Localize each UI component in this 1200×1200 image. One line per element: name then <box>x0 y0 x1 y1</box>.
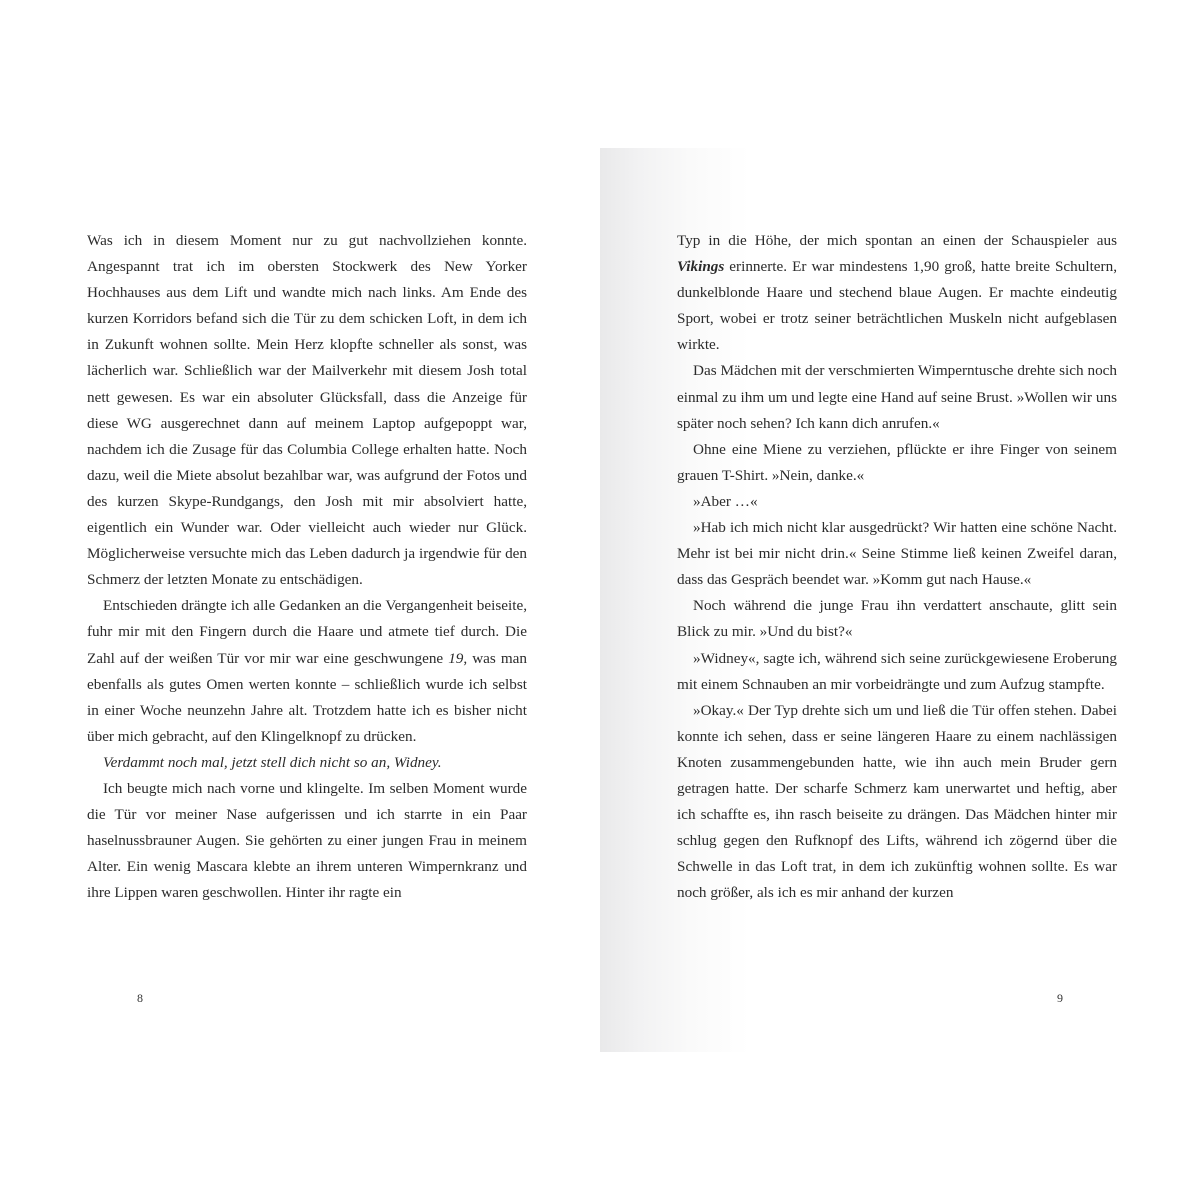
paragraph: »Aber …« <box>693 492 758 510</box>
paragraph-text: erinnerte. Er war mindestens 1,90 groß, hatte breite Schultern, dunkelblonde Haare und stechend blaue Augen. Er machte eindeutig Sport, wobei er trotz seiner beträchtlichen Muskeln nicht aufgeblasen wirkte. <box>677 258 1117 354</box>
paragraph: »Hab ich mich nicht klar ausgedrückt? Wir hatten eine schöne Nacht. Mehr ist bei mir nicht drin.« Seine Stimme ließ keinen Zweifel daran, dass das Gespräch beendet war. »Komm gut nach Hause.« <box>677 519 1117 589</box>
inner-thought: Verdammt noch mal, jetzt stell dich nicht so an, Widney. <box>103 753 442 771</box>
left-page <box>0 148 600 1052</box>
paragraph: Ohne eine Miene zu verziehen, pflückte er ihre Finger von seinem grauen T-Shirt. »Nein, danke.« <box>677 440 1117 484</box>
paragraph: Das Mädchen mit der verschmierten Wimperntusche drehte sich noch einmal zu ihm um und legte eine Hand auf seine Brust. »Wollen wir uns später noch sehen? Ich kann dich anrufen.« <box>677 362 1117 432</box>
paragraph-text: Typ in die Höhe, der mich spontan an einen der Schauspieler aus <box>677 232 1117 249</box>
left-page-text <box>87 228 527 906</box>
paragraph <box>87 593 527 750</box>
paragraph: Noch während die junge Frau ihn verdattert anschaute, glitt sein Blick zu mir. »Und du bist?« <box>677 597 1117 641</box>
paragraph: »Widney«, sagte ich, während sich seine zurückgewiesene Eroberung mit einem Schnauben an mir vorbeidrängte und zum Aufzug stampfte. <box>677 649 1117 693</box>
paragraph: »Okay.« Der Typ drehte sich um und ließ die Tür offen stehen. Dabei konnte ich sehen, dass er seine längeren Haare zu einem nachlässigen Knoten zusammengebunden hatte, wie ihn auch mein Bruder gern getragen hatte. Der scharfe Schmerz kam unerwartet und heftig, aber ich schaffte es, ihn rasch beiseite zu drängen. Das Mädchen hinter mir schlug gegen den Rufknopf des Lifts, während ich zögernd über die Schwelle in das Loft trat, in dem ich zukünftig wohnen sollte. Es war noch größer, als ich es mir anhand der kurzen <box>677 701 1117 902</box>
paragraph <box>677 228 1117 358</box>
right-page <box>600 148 1200 1052</box>
paragraph: Was ich in diesem Moment nur zu gut nachvollziehen konnte. Angespannt trat ich im obersten Stockwerk des New Yorker Hochhauses aus dem Lift und wandte mich nach links. Am Ende des kurzen Korridors befand sich die Tür zu dem schicken Loft, in dem ich in Zukunft wohnen sollte. Mein Herz klopfte schneller als sonst, was lächerlich war. Schließlich war der Mailverkehr mit diesem Josh total nett gewesen. Es war ein absoluter Glücksfall, dass die Anzeige für diese WG ausgerechnet dann auf meinem Laptop aufgepoppt war, nachdem ich die Zusage für das Columbia College erhalten hatte. Noch dazu, weil die Miete absolut bezahlbar war, was aufgrund der Fotos und des kurzen Skype-Rundgangs, den Josh mit mir absolviert hatte, eigentlich ein Wunder war. Oder vielleicht auch wieder nur Glück. Möglicherweise versuchte mich das Leben dadurch ja irgendwie für den Schmerz der letzten Monate zu entschädigen. <box>87 232 527 589</box>
page-number: 9 <box>1057 991 1063 1005</box>
show-title: Vikings <box>677 258 725 276</box>
paragraph-text: Entschieden drängte ich alle Gedanken an die Vergangenheit beiseite, fuhr mir mit den Fingern durch die Haare und atmete tief durch. Die Zahl auf der weißen Tür vor mir war eine geschwungene <box>87 597 527 667</box>
page-number: 8 <box>137 991 143 1005</box>
paragraph: Ich beugte mich nach vorne und klingelte. Im selben Moment wurde die Tür vor meiner Nase aufgerissen und ich starrte in ein Paar haselnussbrauner Augen. Sie gehörten zu einer jungen Frau in meinem Alter. Ein wenig Mascara klebte an ihrem unteren Wimpernkranz und ihre Lippen waren geschwollen. Hinter ihr ragte ein <box>87 779 527 902</box>
right-page-text <box>677 228 1117 906</box>
door-number: 19 <box>448 649 464 667</box>
paragraph-text: , was man ebenfalls als gutes Omen werten konnte – schließlich wurde ich selbst in einer Woche neunzehn Jahre alt. Trotzdem hatte ich es bisher nicht über mich gebracht, auf den Klingelknopf zu drücken. <box>87 649 527 745</box>
